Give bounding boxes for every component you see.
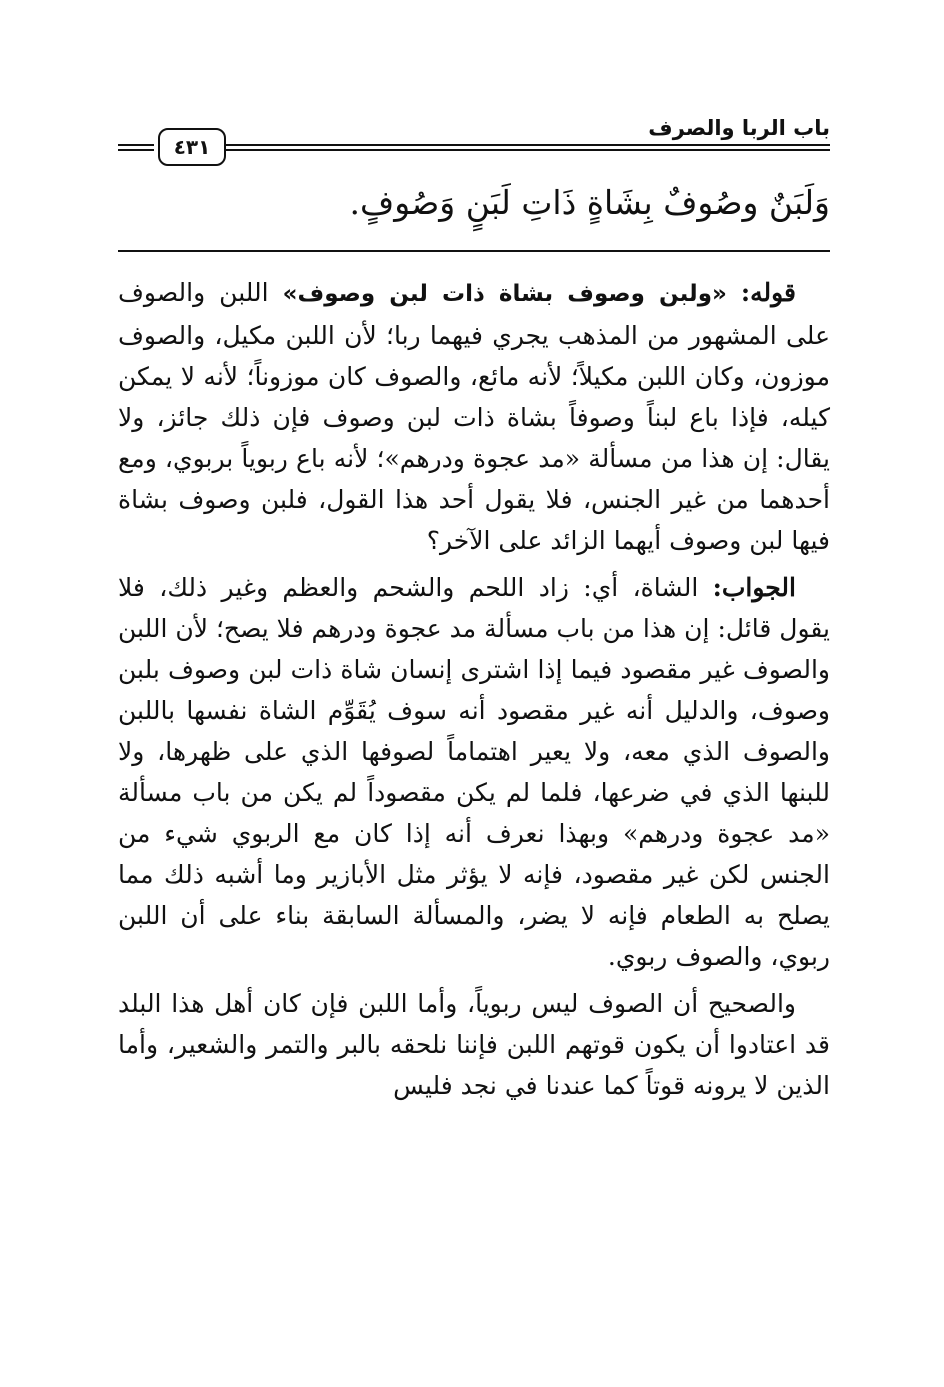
matn-divider	[118, 250, 830, 252]
paragraph-text: الشاة، أي: زاد اللحم والشحم والعظم وغير ذلك، فلا يقول قائل: إن هذا من باب مسألة مد عجوة ودرهم فلا يصح؛ لأن اللبن والصوف غير مقصود فيما إذا اشترى إنسان شاة ذات لبن وصوف بلبن وصوف، والدليل أنه غير مقصود أنه سوف يُقَوِّم الشاة نفسها باللبن والصوف الذي معه، ولا يعير اهتماماً لصوفها الذي على ظهرها، ولا للبنها الذي في ضرعها، فلما لم يكن مقصوداً لم يكن من باب مسألة «مد عجوة ودرهم» وبهذا نعرف أنه إذا كان مع الربوي شيء من الجنس لكن غير مقصود، فإنه لا يؤثر مثل الأبازير وما أشبه ذلك مما يصلح به الطعام فإنه لا يضر، والمسألة السابقة بناء على أن اللبن ربوي، والصوف ربوي.	[118, 573, 830, 971]
paragraph-text: والصحيح أن الصوف ليس ربوياً، وأما اللبن فإن كان أهل هذا البلد قد اعتادوا أن يكون قوتهم اللبن فإننا نلحقه بالبر والتمر والشعير، وأما الذين لا يرونه قوتاً كما عندنا في نجد فليس	[118, 989, 830, 1100]
paragraph-2	[118, 567, 830, 977]
paragraph-1	[118, 272, 830, 561]
header-rule	[218, 144, 830, 151]
matn-quote: «ولبن وصوف بشاة ذات لبن وصوف»	[282, 281, 727, 307]
book-page	[118, 100, 830, 1340]
paragraph-3	[118, 983, 830, 1106]
paragraph-text: اللبن والصوف على المشهور من المذهب يجري فيهما ربا؛ لأن اللبن مكيل، والصوف موزون، وكان اللبن مكيلاً؛ لأنه مائع، والصوف كان موزوناً؛ لأنه لا يمكن كيله، فإذا باع لبناً وصوفاً بشاة ذات لبن وصوف فإن ذلك جائز، ولا يقال: إن هذا من مسألة «مد عجوة ودرهم»؛ لأنه باع ربوياً بربوي، ومع أحدهما من غير الجنس، فلا يقول أحد هذا القول، فلبن وصوف بشاة فيها لبن وصوف أيهما الزائد على الآخر؟	[118, 278, 830, 555]
commentary	[118, 272, 830, 1112]
chapter-title: باب الربا والصرف	[648, 116, 830, 140]
paragraph-lead: الجواب:	[712, 573, 796, 602]
running-header	[118, 114, 830, 159]
header-rule-end	[118, 144, 154, 151]
page-number: ٤٣١	[158, 128, 226, 166]
matn-text: وَلَبَنٌ وصُوفٌ بِشَاةٍ ذَاتِ لَبَنٍ وَصُوفٍ.	[349, 183, 830, 222]
paragraph-lead: قوله:	[740, 278, 797, 307]
